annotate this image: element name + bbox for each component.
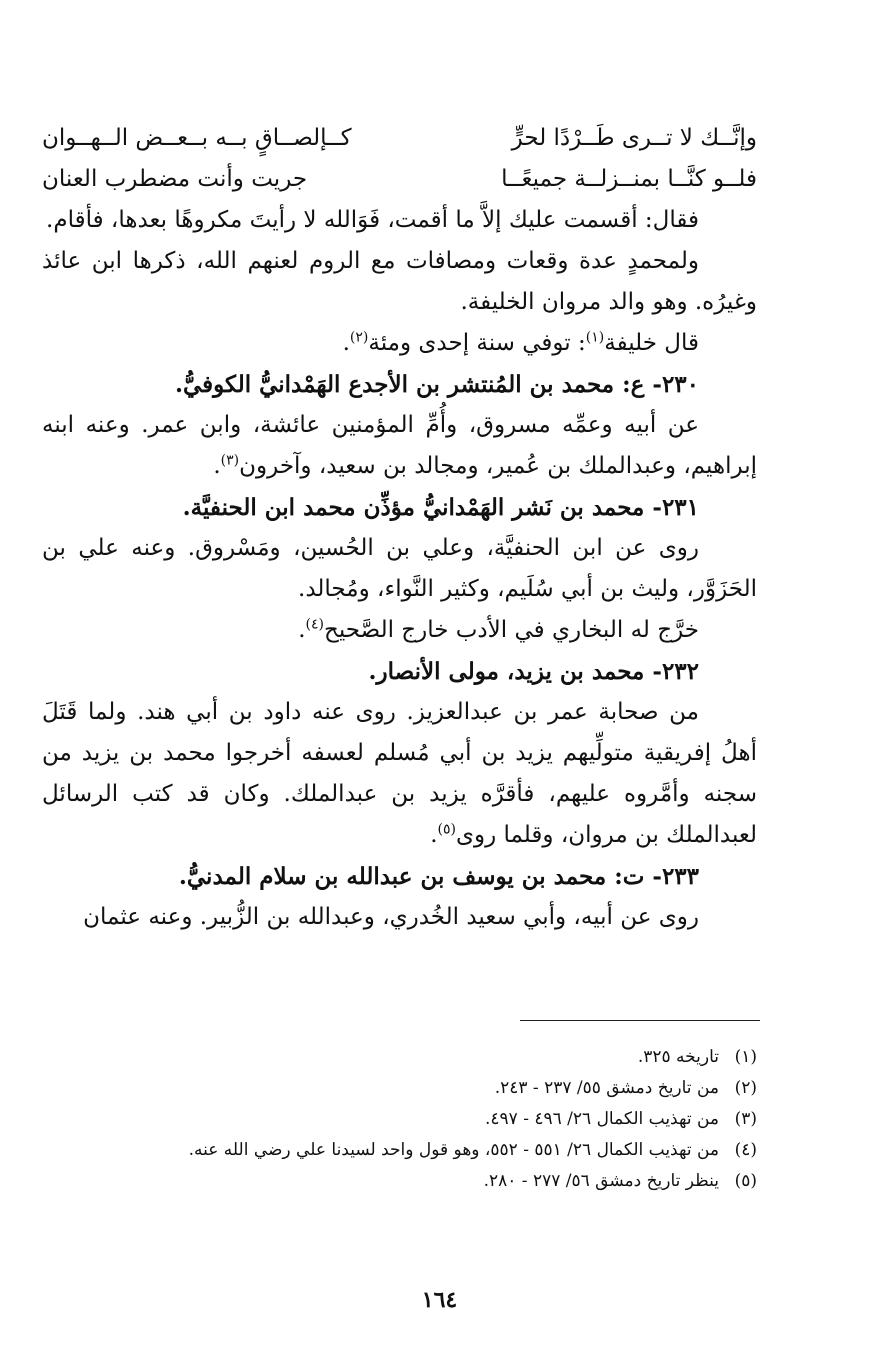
entry-heading-233 (42, 856, 757, 897)
entry-230-end: . (213, 453, 221, 479)
footnote-mark: (٣) (734, 1109, 757, 1129)
verse-line (42, 118, 767, 159)
entry-232-end: . (430, 822, 438, 848)
entry-232-text: من صحابة عمر بن عبدالعزيز. روى عنه داود بن أبي هند. ولما قَتَلَ أهلُ إفريقية متولِّيهم يزيد بن أبي مُسلم لعسفه أخرجوا محمد بن يزيد من سجنه وأمَّروه عليهم، فأقرَّه يزيد بن عبدالملك. وكان قد كتب الرسائل لعبدالملك بن مروان، وقلما روى (42, 699, 757, 848)
verse-first-hemistich: وإنَّــك لا تــرى طَــرْدًا لحرٍّ (511, 125, 757, 151)
entry-number: ٢٣٣- ت: (614, 863, 699, 890)
paragraph-khalifa (42, 323, 757, 364)
footnote-mark: (٥) (734, 1171, 757, 1191)
footnote-item (60, 1073, 757, 1104)
footnote-ref[interactable]: (١) (585, 329, 605, 346)
verse-second-hemistich: كــإلصــاقٍ بــه بــعــض الــهــوان (42, 125, 352, 151)
footnote-mark: (٢) (734, 1078, 757, 1098)
khalifa-text: : توفي سنة إحدى ومئة (368, 330, 586, 356)
footnote-text: تاريخه ٣٢٥. (637, 1047, 719, 1067)
entry-230-text: عن أبيه وعمِّه مسروق، وأُمِّ المؤمنين عائشة، وابن عمر. وعنه ابنه إبراهيم، وعبدالملك بن عُمير، ومجالد بن سعيد، وآخرون (42, 412, 757, 479)
entry-231b-end: . (298, 617, 306, 643)
entry-name: محمد بن المُنتشر بن الأجدع الهَمْدانيُّ الكوفيُّ. (174, 371, 615, 398)
paragraph-232 (42, 692, 757, 856)
paragraph-mohammad: ولمحمدٍ عدة وقعات ومصافات مع الروم لعنهم الله، ذكرها ابن عائذ وغيرُه. وهو والد مروان الخليفة. (42, 248, 757, 315)
footnote-divider (520, 1020, 760, 1021)
entry-heading-232 (42, 651, 757, 692)
entry-heading-230 (42, 364, 757, 405)
entry-heading-231 (42, 487, 757, 528)
page-number: ١٦٤ (421, 1287, 458, 1313)
footnote-text: من تهذيب الكمال ٢٦/ ٥٥١ - ٥٥٢، وهو قول واحد لسيدنا علي رضي الله عنه. (188, 1140, 719, 1160)
entry-name: محمد بن يوسف بن عبدالله بن سلام المدنيُّ. (178, 863, 607, 890)
footnote-ref[interactable]: (٣) (220, 452, 240, 469)
footnote-ref[interactable]: (٥) (437, 821, 456, 838)
footnote-mark: (٤) (734, 1140, 757, 1160)
entry-231b-text: خرَّج له البخاري في الأدب خارج الصَّحيح (324, 617, 699, 643)
khalifa-prefix: قال خليفة (604, 330, 699, 356)
footnote-item (60, 1104, 757, 1135)
footnote-text: من تهذيب الكمال ٢٦/ ٤٩٦ - ٤٩٧. (484, 1109, 719, 1129)
footnote-text: ينظر تاريخ دمشق ٥٦/ ٢٧٧ - ٢٨٠. (483, 1171, 719, 1191)
paragraph-231: روى عن ابن الحنفيَّة، وعلي بن الحُسين، ومَسْروق. وعنه علي بن الحَزَوَّر، وليث بن أبي سُلَيم، وكثير النَّواء، ومُجالد. (42, 535, 757, 602)
footnote-item (60, 1042, 757, 1073)
paragraph-231b (42, 610, 757, 651)
footnote-mark: (١) (734, 1047, 757, 1067)
paragraph-qal: فقال: أقسمت عليك إلاَّ ما أقمت، فَوَالله لا رأيتَ مكروهًا بعدها، فأقام. (46, 207, 699, 233)
khalifa-end: . (342, 330, 350, 356)
footnote-ref[interactable]: (٤) (305, 616, 324, 633)
paragraph-233: روى عن أبيه، وأبي سعيد الخُدري، وعبدالله بن الزُّبير. وعنه عثمان (83, 904, 699, 930)
entry-number: ٢٣١- (652, 494, 699, 521)
entry-name: محمد بن نَشر الهَمْدانيُّ مؤذِّن محمد ابن الحنفيَّة. (182, 494, 645, 521)
main-text-body (42, 118, 757, 938)
entry-number: ٢٣٠- ع: (622, 371, 699, 398)
entry-number: ٢٣٢- (652, 658, 699, 685)
verse-second-hemistich: جريت وأنت مضطرب العنان (42, 166, 308, 192)
paragraph-230 (42, 405, 757, 487)
footnote-item (60, 1166, 757, 1197)
footnote-item (60, 1135, 757, 1166)
footnote-text: من تاريخ دمشق ٥٥/ ٢٣٧ - ٢٤٣. (494, 1078, 719, 1098)
footnote-ref[interactable]: (٢) (349, 329, 369, 346)
verse-first-hemistich: فلــو كنَّــا بمنــزلــة جميعًــا (501, 166, 757, 192)
entry-name: محمد بن يزيد، مولى الأنصار. (368, 658, 645, 685)
verse-line (42, 159, 767, 200)
footnotes-section (60, 1042, 757, 1197)
